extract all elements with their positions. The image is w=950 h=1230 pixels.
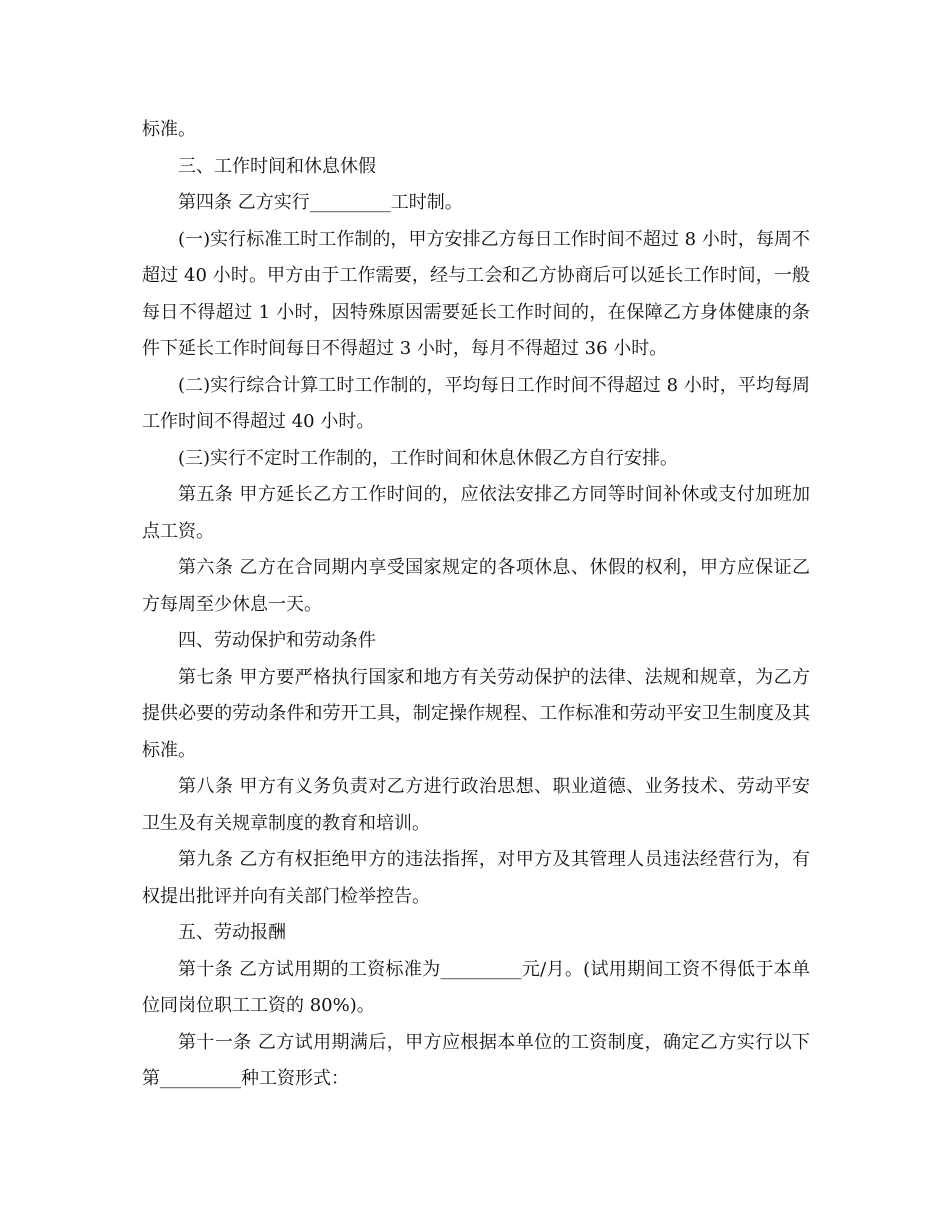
- paragraph: (二)实行综合计算工时工作制的，平均每日工作时间不得超过 8 小时，平均每周工作时间不得超过 40 小时。: [142, 374, 810, 432]
- paragraph: 第十条 乙方试用期的工资标准为_________元/月。(试用期间工资不得低于本单位同岗位职工工资的 80%)。: [142, 958, 810, 1016]
- paragraph: 标准。: [142, 119, 196, 140]
- paragraph: 第七条 甲方要严格执行国家和地方有关劳动保护的法律、法规和规章，为乙方提供必要的劳动条件和劳开工具，制定操作规程、工作标准和劳动平安卫生制度及其标准。: [142, 666, 810, 761]
- paragraph: 第九条 乙方有权拒绝甲方的违法指挥，对甲方及其管理人员违法经营行为，有权提出批评并向有关部门检举控告。: [142, 849, 810, 907]
- paragraph: (一)实行标准工时工作制的，甲方安排乙方每日工作时间不超过 8 小时，每周不超过 40 小时。甲方由于工作需要，经与工会和乙方协商后可以延长工作时间，一般每日不得超过 1 小时，因特殊原因需要延长工作时间的，在保障乙方身体健康的条件下延长工作时间每日不得超过 3 小时，每月不得超过 36 小时。: [142, 228, 810, 359]
- paragraph: 第四条 乙方实行_________工时制。: [178, 192, 463, 213]
- section-heading: 五、劳动报酬: [178, 922, 286, 943]
- paragraph: 第八条 甲方有义务负责对乙方进行政治思想、职业道德、业务技术、劳动平安卫生及有关规章制度的教育和培训。: [142, 776, 810, 834]
- section-heading: 四、劳动保护和劳动条件: [178, 630, 376, 651]
- paragraph: 第五条 甲方延长乙方工作时间的，应依法安排乙方同等时间补休或支付加班加点工资。: [142, 484, 810, 542]
- section-heading: 三、工作时间和休息休假: [178, 155, 376, 177]
- paragraph: 第十一条 乙方试用期满后，甲方应根据本单位的工资制度，确定乙方实行以下第_________种工资形式：: [142, 1031, 810, 1089]
- document-body: [142, 112, 810, 1098]
- paragraph: 第六条 乙方在合同期内享受国家规定的各项休息、休假的权利，甲方应保证乙方每周至少休息一天。: [142, 557, 810, 615]
- paragraph: (三)实行不定时工作制的，工作时间和休息休假乙方自行安排。: [178, 447, 679, 469]
